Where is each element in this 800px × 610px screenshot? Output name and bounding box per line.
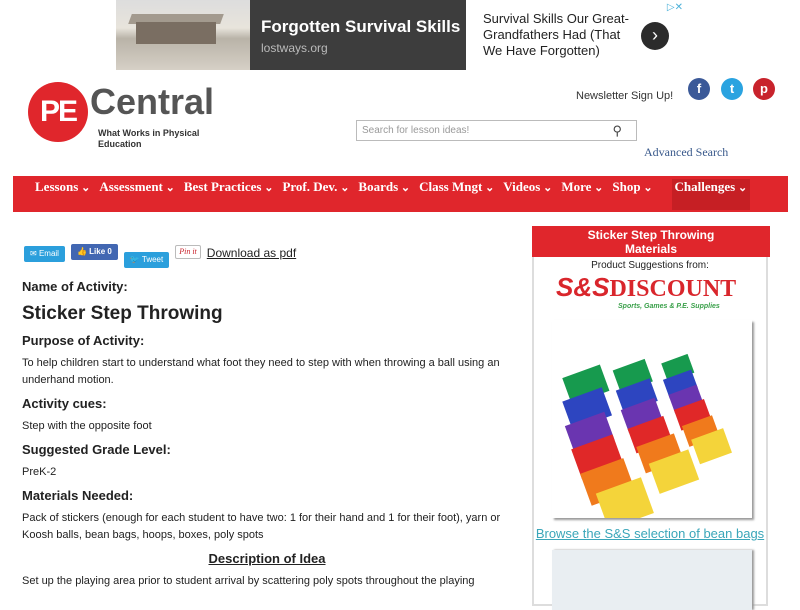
like-label: Like 0 — [89, 247, 112, 256]
nav-videos[interactable]: Videos ⌄ — [503, 179, 552, 210]
logo-tagline: What Works in Physical Education — [98, 128, 200, 149]
purpose-text: To help children start to understand what foot they need to step with when throwing a ball using an underhand motion. — [22, 357, 500, 386]
materials-sidebar — [532, 226, 768, 606]
ss-logo-tagline: Sports, Games & P.E. Supplies — [618, 303, 720, 310]
bean-bags-image[interactable] — [552, 320, 752, 518]
ad-text: Survival Skills Our Great-Grandfathers Had (That We Have Forgotten) — [483, 11, 629, 58]
logo-name: Central — [90, 81, 215, 122]
facebook-icon[interactable]: f — [688, 78, 710, 100]
activity-title: Sticker Step Throwing — [22, 303, 223, 324]
description-text: Set up the playing area prior to student arrival by scattering poly spots throughout the playing — [22, 575, 475, 587]
grade-label: Suggested Grade Level: — [22, 442, 171, 457]
download-pdf-link[interactable]: Download as pdf — [206, 246, 297, 260]
nav-boards[interactable]: Boards ⌄ — [358, 179, 410, 210]
ss-discount-logo[interactable] — [556, 272, 756, 316]
main-nav — [13, 176, 788, 212]
newsletter-link[interactable]: Newsletter Sign Up! — [576, 90, 674, 102]
product-suggestions-label: Product Suggestions from: — [591, 260, 709, 271]
bean-bags-illustration — [552, 320, 752, 518]
nav-class-mngt[interactable]: Class Mngt ⌄ — [419, 179, 494, 210]
search-placeholder: Search for lesson ideas! — [362, 125, 470, 136]
nav-challenges[interactable]: Challenges ⌄ — [672, 179, 751, 210]
ad-title[interactable]: Forgotten Survival Skills — [261, 17, 461, 36]
activity-content — [22, 272, 512, 590]
email-label: Email — [38, 249, 59, 258]
ss-logo-mark: S&S — [556, 272, 610, 302]
product-image-placeholder[interactable] — [552, 550, 752, 610]
materials-label: Materials Needed: — [22, 488, 134, 503]
nav-lessons[interactable]: Lessons ⌄ — [35, 179, 90, 210]
nav-assessment[interactable]: Assessment ⌄ — [99, 179, 175, 210]
description-label: Description of Idea — [208, 551, 326, 566]
sidebar-title-text: Sticker Step Throwing Materials — [587, 228, 715, 256]
ad-close-icon[interactable]: ▷✕ — [666, 2, 683, 13]
sidebar-title — [532, 226, 770, 257]
share-bar — [24, 244, 504, 270]
pin-it-button[interactable]: Pin it — [175, 245, 201, 259]
nav-shop[interactable]: Shop ⌄ — [612, 179, 652, 210]
purpose-label: Purpose of Activity: — [22, 333, 145, 348]
ad-image[interactable] — [116, 0, 250, 70]
advanced-search-link[interactable]: Advanced Search — [644, 145, 729, 159]
ad-text-block — [466, 0, 685, 70]
search-input[interactable] — [356, 120, 637, 141]
browse-bean-bags-link[interactable]: Browse the S&S selection of bean bags — [535, 526, 765, 541]
tweet-button[interactable]: 🐦 Tweet — [124, 252, 169, 268]
grade-text: PreK-2 — [22, 466, 57, 478]
ad-url: lostways.org — [261, 41, 328, 55]
tweet-label: Tweet — [141, 255, 164, 264]
pe-central-logo[interactable] — [28, 81, 243, 149]
ad-title-block — [250, 0, 466, 70]
ad-banner[interactable] — [116, 0, 685, 70]
cues-label: Activity cues: — [22, 396, 107, 411]
twitter-icon[interactable]: t — [721, 78, 743, 100]
nav-more[interactable]: More ⌄ — [561, 179, 603, 210]
logo-pe: PE — [28, 82, 88, 142]
email-share-button[interactable]: ✉ Email — [24, 246, 65, 262]
nav-best-practices[interactable]: Best Practices ⌄ — [184, 179, 274, 210]
facebook-like-button[interactable]: 👍 Like 0 — [71, 244, 118, 260]
nav-prof-dev[interactable]: Prof. Dev. ⌄ — [282, 179, 349, 210]
name-label: Name of Activity: — [22, 279, 128, 294]
cues-text: Step with the opposite foot — [22, 420, 152, 432]
ss-logo-word: DISCOUNT — [609, 276, 737, 302]
ad-next-button[interactable]: › — [641, 22, 669, 50]
materials-text: Pack of stickers (enough for each student to have two: 1 for their hand and 1 for their foot), yarn or Koosh balls, bean bags, hoops, boxes, poly spots — [22, 512, 501, 541]
search-icon[interactable]: ⚲ — [612, 123, 622, 138]
pinterest-icon[interactable]: p — [753, 78, 775, 100]
